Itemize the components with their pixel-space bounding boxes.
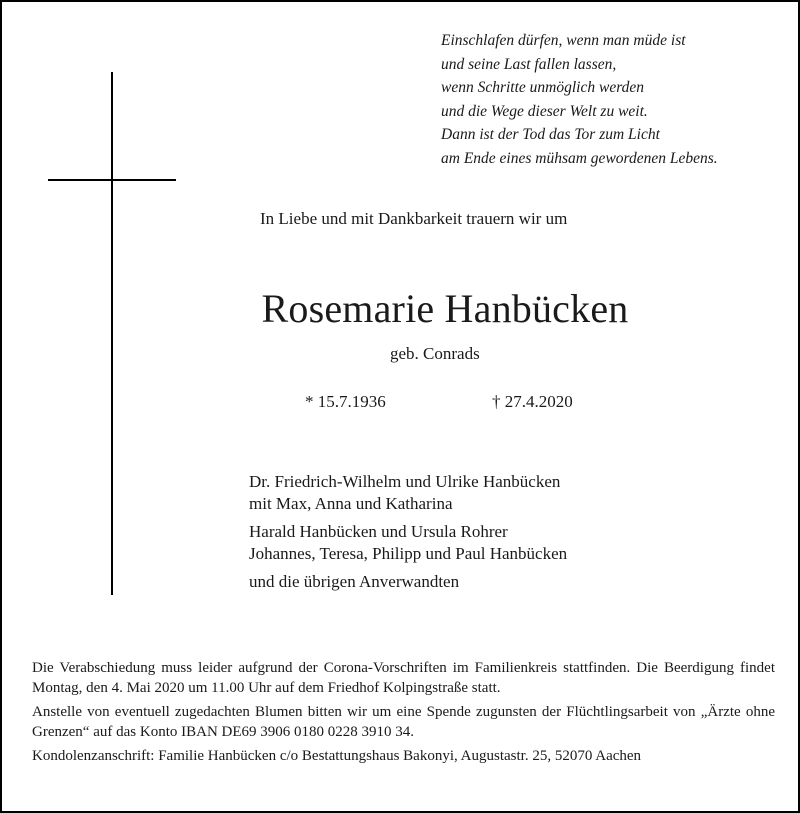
- poem-line: und die Wege dieser Welt zu weit.: [441, 102, 648, 120]
- mourner-line: Johannes, Teresa, Philipp und Paul Hanbücken: [249, 544, 568, 563]
- condolence-address: Kondolenzanschrift: Familie Hanbücken c/o Bestattungshaus Bakonyi, Augustastr. 25, 52070 Aachen: [32, 748, 642, 764]
- poem-line: wenn Schritte unmöglich werden: [441, 79, 645, 97]
- death-date: † 27.4.2020: [492, 392, 573, 411]
- birth-date: * 15.7.1936: [305, 392, 386, 411]
- poem-line: am Ende eines mühsam gewordenen Lebens.: [441, 149, 718, 167]
- cross-vertical-bar: [111, 72, 113, 595]
- poem-line: Dann ist der Tod das Tor zum Licht: [441, 126, 660, 144]
- mourner-line: Harald Hanbücken und Ursula Rohrer: [249, 522, 508, 541]
- maiden-name: geb. Conrads: [390, 344, 480, 363]
- mourner-line: Dr. Friedrich-Wilhelm und Ulrike Hanbücken: [249, 472, 561, 491]
- poem: [441, 29, 718, 171]
- intro-text: In Liebe und mit Dankbarkeit trauern wir um: [260, 209, 568, 228]
- notices: [32, 658, 775, 770]
- mourners-list: [249, 471, 567, 593]
- cross-horizontal-bar: [48, 179, 176, 181]
- poem-line: Einschlafen dürfen, wenn man müde ist: [441, 32, 686, 49]
- mourner-line: mit Max, Anna und Katharina: [249, 494, 453, 513]
- donation-notice: Anstelle von eventuell zugedachten Blumen bitten wir um eine Spende zugunsten der Flüchtlingsarbeit von „Ärzte ohne Grenzen“ auf das Konto IBAN DE69 3906 0180 0228 3910 34.: [32, 704, 775, 740]
- mourner-line: und die übrigen Anverwandten: [249, 572, 460, 591]
- deceased-name: Rosemarie Hanbücken: [261, 286, 629, 331]
- funeral-notice: Die Verabschiedung muss leider aufgrund der Corona-Vorschriften im Familienkreis stattfinden. Die Beerdigung findet Montag, den 4. Mai 2020 um 11.00 Uhr auf dem Friedhof Kolpingstraße statt.: [32, 660, 775, 696]
- poem-line: und seine Last fallen lassen,: [441, 55, 617, 73]
